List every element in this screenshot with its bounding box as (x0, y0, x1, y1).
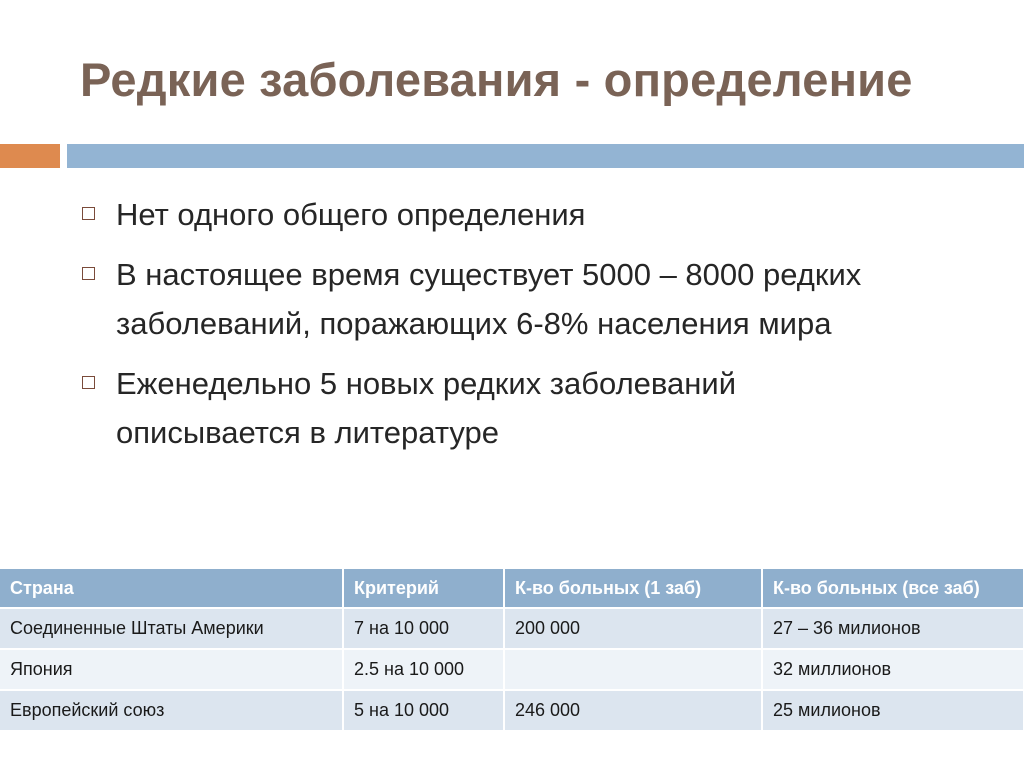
table-row (0, 690, 1024, 731)
cell-patients-all: 27 – 36 милионов (762, 608, 1024, 649)
table-row (0, 608, 1024, 649)
cell-criterion: 7 на 10 000 (343, 608, 504, 649)
header-criterion: Критерий (343, 569, 504, 608)
cell-criterion: 5 на 10 000 (343, 690, 504, 731)
cell-patients-all: 32 миллионов (762, 649, 1024, 690)
cell-patients-one (504, 649, 762, 690)
bullet-item (80, 250, 910, 348)
bullet-text: Нет одного общего определения (116, 197, 586, 232)
bullet-item (80, 190, 910, 239)
square-bullet-icon (82, 267, 95, 280)
header-patients-all: К-во больных (все заб) (762, 569, 1024, 608)
cell-country: Европейский союз (0, 690, 343, 731)
cell-patients-one: 200 000 (504, 608, 762, 649)
square-bullet-icon (82, 376, 95, 389)
bullet-item (80, 359, 910, 457)
cell-country: Япония (0, 649, 343, 690)
accent-bar-blue (67, 144, 1024, 168)
bullet-text: Еженедельно 5 новых редких заболеваний описывается в литературе (116, 366, 737, 450)
cell-patients-one: 246 000 (504, 690, 762, 731)
header-patients-one: К-во больных (1 заб) (504, 569, 762, 608)
cell-patients-all: 25 милионов (762, 690, 1024, 731)
cell-criterion: 2.5 на 10 000 (343, 649, 504, 690)
slide-title: Редкие заболевания - определение (80, 53, 913, 106)
square-bullet-icon (82, 207, 95, 220)
header-country: Страна (0, 569, 343, 608)
accent-bar-orange (0, 144, 60, 168)
bullet-list (80, 190, 910, 468)
table-header-row (0, 569, 1024, 608)
statistics-table (0, 569, 1024, 732)
cell-country: Соединенные Штаты Америки (0, 608, 343, 649)
bullet-text: В настоящее время существует 5000 – 8000 редких заболеваний, поражающих 6-8% населения мира (116, 257, 862, 341)
table-row (0, 649, 1024, 690)
